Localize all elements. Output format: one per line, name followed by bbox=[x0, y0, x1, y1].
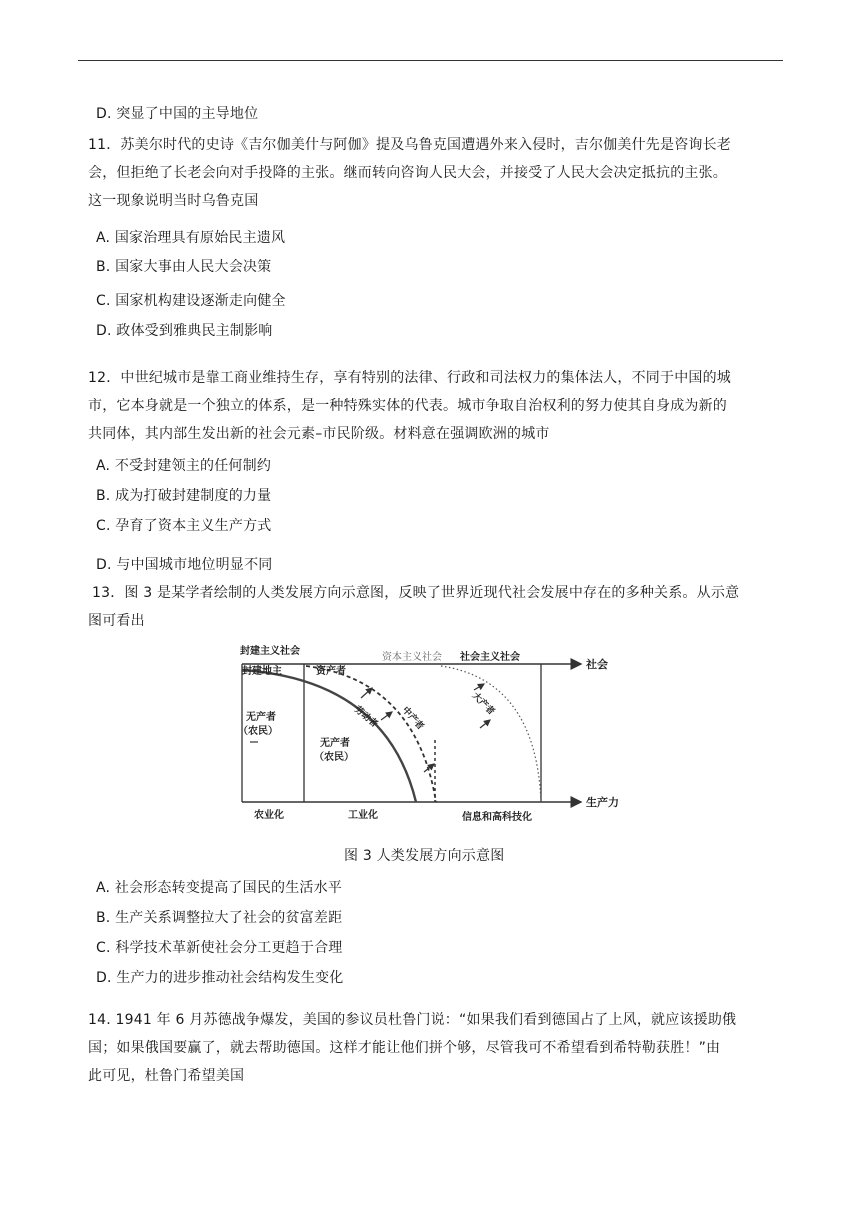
label-peasant-mid: （农民） bbox=[314, 752, 354, 763]
q13-option-d: D. 生产力的进步推动社会结构发生变化 bbox=[96, 970, 344, 986]
q14-stem-line2: 国；如果俄国要赢了，就去帮助德国。这样才能让他们拼个够，尽管我可不希望看到希特勒获胜！”由 bbox=[88, 1040, 721, 1056]
arrow-2 bbox=[381, 712, 392, 720]
label-feudal-landlord: 封建地主 bbox=[242, 666, 282, 677]
q11-stem-line2: 会，但拒绝了长老会向对手投降的主张。继而转向咨询人民大会，并接受了人民大会决定抵抗的主张。 bbox=[88, 165, 727, 181]
label-productivity-axis: 生产力 bbox=[586, 796, 619, 809]
q13-stem-line1: 13．图 3 是某学者绘制的人类发展方向示意图，反映了世界近现代社会发展中存在的多种关系。从示意 bbox=[92, 585, 740, 601]
label-society-axis: 社会 bbox=[586, 658, 608, 671]
q13-figure-caption: 图 3 人类发展方向示意图 bbox=[344, 848, 505, 864]
q11-option-d: D. 政体受到雅典民主制影响 bbox=[96, 323, 273, 339]
human-development-diagram bbox=[236, 640, 636, 830]
arrow-5 bbox=[480, 720, 490, 728]
q11-option-a: A. 国家治理具有原始民主遗风 bbox=[96, 230, 286, 246]
q13-option-b: B. 生产关系调整拉大了社会的贫富差距 bbox=[96, 910, 343, 926]
label-capitalist: 资产者 bbox=[316, 666, 346, 677]
q12-option-c: C. 孕育了资本主义生产方式 bbox=[96, 518, 272, 534]
label-capitalist-society: 资本主义社会 bbox=[382, 652, 442, 663]
label-socialist-society: 社会主义社会 bbox=[460, 652, 520, 663]
q13-option-a: A. 社会形态转变提高了国民的生活水平 bbox=[96, 880, 343, 896]
header-rule bbox=[78, 60, 783, 61]
label-agriculture: 农业化 bbox=[254, 810, 284, 821]
q14-stem-line3: 此可见，杜鲁门希望美国 bbox=[88, 1068, 245, 1084]
label-middle-class: 中产者 bbox=[399, 705, 426, 733]
label-proletarian-mid: 无产者 bbox=[320, 738, 350, 749]
q13-stem-line2: 图可看出 bbox=[88, 613, 145, 629]
arrow-3 bbox=[424, 764, 434, 772]
q10-option-d: D. 突显了中国的主导地位 bbox=[96, 106, 259, 122]
q12-option-b: B. 成为打破封建制度的力量 bbox=[96, 488, 272, 504]
label-feudal-society: 封建主义社会 bbox=[240, 646, 300, 657]
curve-dashed bbox=[306, 666, 436, 802]
label-peasant-left: （农民） bbox=[238, 726, 278, 737]
q12-option-a: A. 不受封建领主的任何制约 bbox=[96, 458, 272, 474]
arrow-1 bbox=[361, 688, 372, 698]
q11-stem-line3: 这一现象说明当时乌鲁克国 bbox=[88, 193, 259, 209]
label-working-class: 劳动者 bbox=[352, 704, 380, 730]
label-proletarian-left: 无产者 bbox=[246, 712, 276, 723]
curve-dotted bbox=[441, 666, 541, 802]
q12-stem-line3: 共同体，其内部生发出新的社会元素–市民阶级。材料意在强调欧洲的城市 bbox=[88, 426, 550, 442]
q11-stem-line1: 11．苏美尔时代的史诗《吉尔伽美什与阿伽》提及乌鲁克国遭遇外来入侵时，吉尔伽美什先是咨询长老 bbox=[88, 137, 732, 153]
q12-option-d: D. 与中国城市地位明显不同 bbox=[96, 557, 273, 573]
label-industrialization: 工业化 bbox=[348, 810, 378, 821]
arrow-4 bbox=[474, 684, 484, 690]
label-info-hightech: 信息和高科技化 bbox=[462, 812, 532, 823]
q13-option-c: C. 科学技术革新使社会分工更趋于合理 bbox=[96, 940, 343, 956]
q12-stem-line2: 市，它本身就是一个独立的体系，是一种特殊实体的代表。城市争取自治权利的努力使其自身成为新的 bbox=[88, 398, 727, 414]
q14-stem-line1: 14. 1941 年 6 月苏德战争爆发，美国的参议员杜鲁门说：“如果我们看到德国占了上风，就应该援助俄 bbox=[88, 1012, 737, 1028]
q11-option-b: B. 国家大事由人民大会决策 bbox=[96, 259, 272, 275]
q12-stem-line1: 12．中世纪城市是靠工商业维持生存，享有特别的法律、行政和司法权力的集体法人，不同于中国的城 bbox=[88, 370, 732, 386]
label-big-producer: 大产者 bbox=[469, 691, 497, 718]
q11-option-c: C. 国家机构建设逐渐走向健全 bbox=[96, 293, 286, 309]
